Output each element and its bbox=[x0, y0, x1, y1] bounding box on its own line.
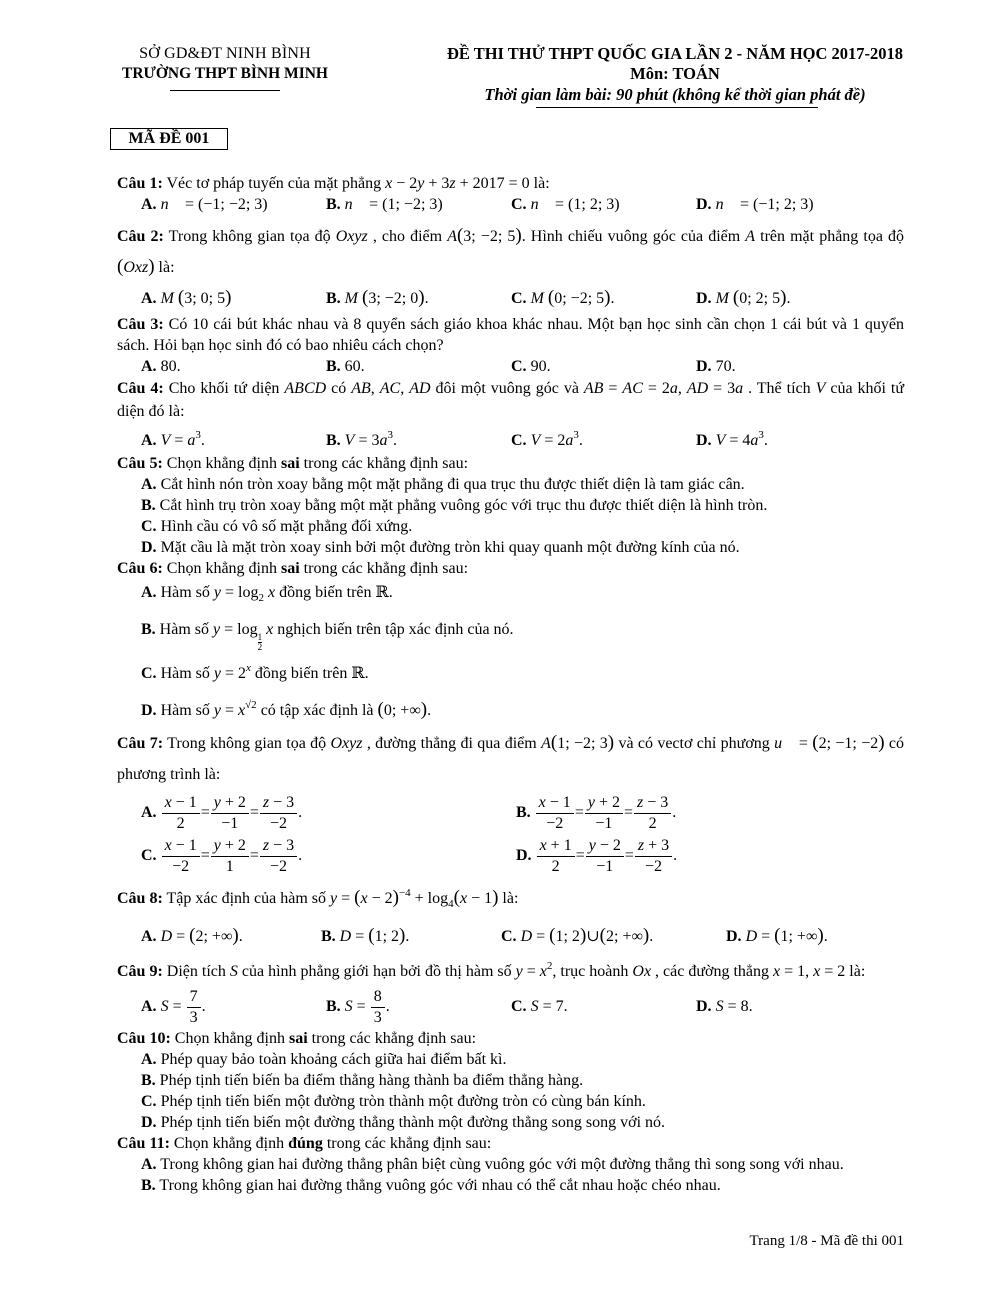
exam-header bbox=[370, 44, 980, 108]
question-7-options-row1 bbox=[117, 793, 904, 834]
option-b: B. $V = 3a^3$. bbox=[326, 429, 397, 449]
option-c: C. D = (1; 2)∪(2; +∞). bbox=[501, 925, 654, 946]
option-c: C. n⃗ = (1; 2; 3) bbox=[511, 196, 620, 213]
question-8-options bbox=[117, 920, 904, 953]
option-a: A. $\frac{x - 1}{2}$ = $\frac{y + 2}{-1}$ = $\frac{z - 3}{-2}$ . bbox=[141, 794, 303, 832]
option-c: C. 90. bbox=[511, 358, 551, 375]
question-3: Câu 3: Có 10 cái bút khác nhau và 8 quyển sách giáo khoa khác nhau. Một bạn học sinh cần chọn 1 cái bút và 1 quyển sách. Hỏi bạn học sinh đó có bao nhiêu cách chọn? bbox=[117, 316, 905, 354]
option-c: C. $V = 2a^3$. bbox=[511, 429, 583, 449]
exam-title: ĐỀ THI THỬ THPT QUỐC GIA LẦN 2 - NĂM HỌC 2017-2018 bbox=[446, 44, 904, 63]
option-c: C. $\frac{x - 1}{-2}$ = $\frac{y + 2}{1}$ = $\frac{z - 3}{-2}$ . bbox=[141, 837, 303, 875]
option-d: D. D = (1; +∞). bbox=[726, 925, 828, 946]
option-a: A. M (3; 0; 5) bbox=[141, 287, 232, 308]
option-c: C. Phép tịnh tiến biến một đường tròn thành một đường tròn có cùng bán kính. bbox=[141, 1093, 646, 1110]
exam-subject: Môn: TOÁN bbox=[630, 64, 720, 83]
question-list bbox=[117, 173, 904, 1196]
option-d: D. Mặt cầu là mặt tròn xoay sinh bởi một đường tròn khi quay quanh một đường kính của nó. bbox=[141, 539, 740, 556]
option-d: D. M (0; 2; 5). bbox=[696, 287, 791, 308]
option-b: B. Phép tịnh tiến biến ba điểm thẳng hàng thành ba điểm thẳng hàng. bbox=[141, 1072, 584, 1089]
question-4-options bbox=[117, 423, 904, 453]
question-1-options bbox=[117, 194, 904, 215]
option-c: C. S = 7. bbox=[511, 998, 568, 1015]
option-b: B. S = $\frac{8}{3}$ . bbox=[326, 988, 390, 1026]
question-5: Câu 5: Chọn khẳng định sai trong các khẳng định sau: bbox=[117, 455, 469, 472]
option-d: D. $\frac{x + 1}{2}$ = $\frac{y - 2}{-1}$ = $\frac{z + 3}{-2}$ . bbox=[516, 837, 678, 875]
school-name: TRƯỜNG THPT BÌNH MINH bbox=[122, 65, 328, 82]
option-b: B. n⃗ = (1; −2; 3) bbox=[326, 196, 443, 213]
option-a: A. n⃗ = (−1; −2; 3) bbox=[141, 196, 268, 213]
question-9: Câu 9: Diện tích S của hình phẳng giới hạn bởi đồ thị hàm số $y = x^2$, trục hoành Ox , các đường thẳng x = 1, x = 2 là: bbox=[117, 960, 866, 980]
question-6: Câu 6: Chọn khẳng định sai trong các khẳng định sau: bbox=[117, 560, 469, 577]
question-2-options bbox=[117, 283, 904, 314]
option-a: A. Cắt hình nón tròn xoay bằng một mặt phẳng đi qua trục thu được thiết diện là tam giác cân. bbox=[141, 476, 745, 493]
option-a: A. Trong không gian hai đường thẳng phân biệt cùng vuông góc với một đường thẳng thì song song với nhau. bbox=[141, 1156, 844, 1173]
option-d: D. $V = 4a^3$. bbox=[696, 429, 768, 449]
option-b: B. Cắt hình trụ tròn xoay bằng một mặt phẳng vuông góc với trục thu được thiết diện là hình tròn. bbox=[141, 497, 768, 514]
option-b: B. M (3; −2; 0). bbox=[326, 287, 429, 308]
exam-code-box: MÃ ĐỀ 001 bbox=[110, 128, 228, 150]
school-header bbox=[100, 44, 350, 91]
option-a: A. $V = a^3$. bbox=[141, 429, 205, 449]
option-a: A. Hàm số $y = \log_2 x$ đồng biến trên ℝ. bbox=[141, 584, 393, 604]
question-10: Câu 10: Chọn khẳng định sai trong các khẳng định sau: bbox=[117, 1030, 477, 1047]
page-footer: Trang 1/8 - Mã đề thi 001 bbox=[749, 1233, 904, 1249]
school-underline bbox=[170, 90, 280, 91]
option-a: A. Phép quay bảo toàn khoảng cách giữa hai điểm bất kì. bbox=[141, 1051, 507, 1068]
option-a: A. 80. bbox=[141, 358, 181, 375]
question-4: Câu 4: Cho khối tứ diện ABCD có AB, AC, AD đôi một vuông góc và AB = AC = 2a, AD = 3a . Thể tích V của khối tứ diện đó là: bbox=[117, 380, 905, 420]
option-c: C. Hàm số $y = 2^x$ đồng biến trên ℝ. bbox=[141, 662, 369, 682]
option-c: C. M (0; −2; 5). bbox=[511, 287, 615, 308]
option-d: D. n⃗ = (−1; 2; 3) bbox=[696, 196, 814, 213]
question-9-options bbox=[117, 987, 904, 1028]
option-d: D. Hàm số $y = x^{√2}$ có tập xác định là (0; +∞). bbox=[141, 699, 432, 720]
question-7: Câu 7: Trong không gian tọa độ Oxyz , đường thẳng đi qua điểm A(1; −2; 3) và có vectơ chỉ phương u⃗ = (2; −1; −2) có phương trình là: bbox=[117, 732, 905, 783]
option-b: B. 60. bbox=[326, 358, 365, 375]
option-a: A. D = (2; +∞). bbox=[141, 925, 243, 946]
option-b: B. Trong không gian hai đường thẳng vuông góc với nhau có thể cắt nhau hoặc chéo nhau. bbox=[141, 1177, 721, 1194]
department-name: SỞ GD&ĐT NINH BÌNH bbox=[139, 45, 311, 62]
question-1: Câu 1: Véc tơ pháp tuyến của mặt phẳng x − 2y + 3z + 2017 = 0 là: bbox=[117, 175, 550, 192]
option-b: B. $\frac{x - 1}{-2}$ = $\frac{y + 2}{-1}$ = $\frac{z - 3}{2}$ . bbox=[516, 794, 677, 832]
question-3-options bbox=[117, 356, 904, 377]
option-b: B. D = (1; 2). bbox=[321, 925, 410, 946]
question-7-options-row2 bbox=[117, 836, 904, 877]
option-b: B. Hàm số y = log $_{\frac{1}{2}}$ x nghịch biến trên tập xác định của nó. bbox=[141, 621, 514, 652]
option-c: C. Hình cầu có vô số mặt phẳng đối xứng. bbox=[141, 518, 413, 535]
question-2: Câu 2: Trong không gian tọa độ Oxyz , cho điểm A(3; −2; 5). Hình chiếu vuông góc của điểm A trên mặt phẳng tọa độ (Oxz) là: bbox=[117, 225, 905, 277]
option-a: A. S = $\frac{7}{3}$ . bbox=[141, 988, 206, 1026]
question-11: Câu 11: Chọn khẳng định đúng trong các khẳng định sau: bbox=[117, 1135, 492, 1152]
option-d: D. S = 8. bbox=[696, 998, 753, 1015]
time-underline bbox=[536, 107, 818, 108]
question-8: Câu 8: Tập xác định của hàm số $y = (x - 2)^{-4} + \log_4(x - 1)$ là: bbox=[117, 887, 519, 910]
option-d: D. Phép tịnh tiến biến một đường thẳng thành một đường thẳng song song với nó. bbox=[141, 1114, 666, 1131]
option-d: D. 70. bbox=[696, 358, 736, 375]
exam-time: Thời gian làm bài: 90 phút (không kể thời gian phát đề) bbox=[484, 85, 866, 104]
